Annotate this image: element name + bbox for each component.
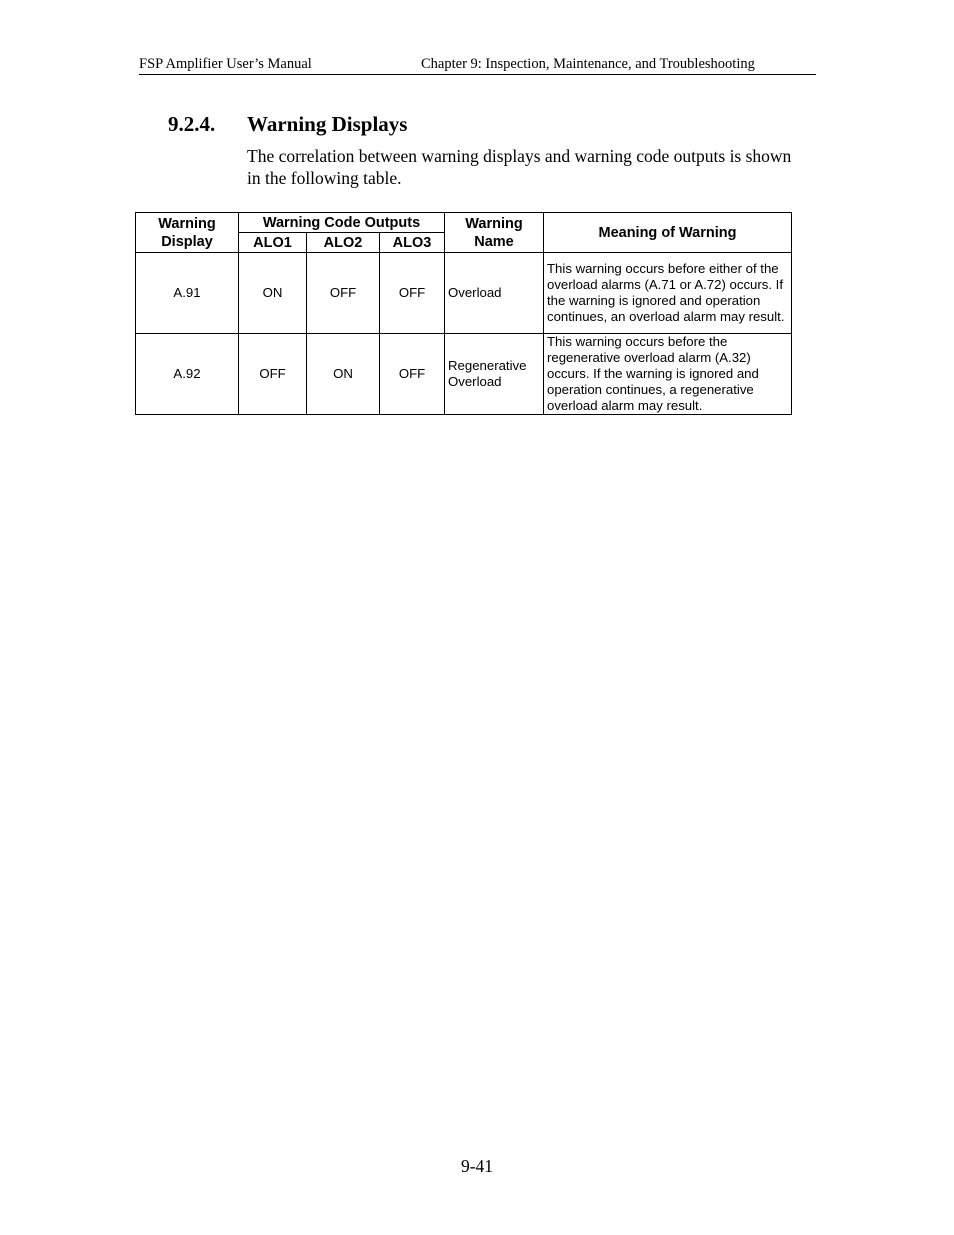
cell-alo3: OFF: [380, 253, 445, 334]
header-alo2: ALO2: [307, 233, 380, 253]
cell-alo2: OFF: [307, 253, 380, 334]
cell-warning-display: A.91: [136, 253, 239, 334]
section-number: 9.2.4.: [168, 112, 216, 136]
header-warning-display: Warning Display: [136, 213, 239, 253]
table-row: [136, 253, 792, 334]
header-meaning-of-warning: Meaning of Warning: [544, 213, 792, 253]
section-title: Warning Displays: [247, 112, 408, 136]
cell-alo1: ON: [239, 253, 307, 334]
cell-alo1: OFF: [239, 334, 307, 415]
cell-alo3: OFF: [380, 334, 445, 415]
header-warning-name: Warning Name: [445, 213, 544, 253]
cell-warning-display: A.92: [136, 334, 239, 415]
header-warning-code-outputs: Warning Code Outputs: [239, 213, 445, 233]
chapter-title: Chapter 9: Inspection, Maintenance, and Troubleshooting: [421, 56, 755, 72]
header-alo1: ALO1: [239, 233, 307, 253]
warning-table: [135, 212, 792, 415]
table-row: [136, 334, 792, 415]
intro-paragraph: The correlation between warning displays and warning code outputs is shown in the following table.: [247, 146, 792, 188]
manual-title: FSP Amplifier User’s Manual: [139, 56, 312, 72]
header-alo3: ALO3: [380, 233, 445, 253]
page-number: 9-41: [460, 1156, 494, 1176]
cell-alo2: ON: [307, 334, 380, 415]
page-header: [139, 56, 816, 75]
cell-warning-name: Overload: [445, 253, 544, 334]
cell-meaning: This warning occurs before the regenerative overload alarm (A.32) occurs. If the warning is ignored and operation continues, a regenerative overload alarm may result.: [544, 334, 792, 415]
cell-warning-name: Regenerative Overload: [445, 334, 544, 415]
cell-meaning: This warning occurs before either of the overload alarms (A.71 or A.72) occurs. If the warning is ignored and operation continues, an overload alarm may result.: [544, 253, 792, 334]
